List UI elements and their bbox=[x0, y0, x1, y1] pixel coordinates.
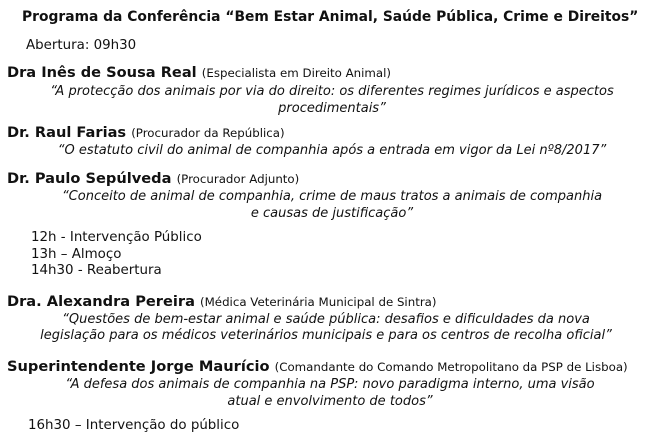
speaker-2-talk-line-1: “O estatuto civil do animal de companhia após a entrada em vigor da Lei nº8/2017” bbox=[57, 143, 607, 158]
speaker-1-talk-line-2: procedimentais” bbox=[278, 101, 386, 116]
speaker-3-talk-line-2: e causas de justificação” bbox=[250, 206, 414, 221]
speaker-4-talk-line-1: “Questões de bem-estar animal e saúde pública: desafios e dificuldades da nova bbox=[62, 312, 590, 327]
speaker-name bbox=[7, 64, 391, 81]
speaker-2-name: Dr. Raul Farias bbox=[7, 124, 127, 141]
speaker-name bbox=[7, 124, 285, 141]
closing-time: 16h30 – Intervenção do público bbox=[28, 418, 240, 433]
speaker-name bbox=[7, 170, 299, 187]
speaker-5-name: Superintendente Jorge Maurício bbox=[7, 358, 270, 375]
speaker-2-role: (Procurador da República) bbox=[131, 126, 285, 140]
speaker-4-role: (Médica Veterinária Municipal de Sintra) bbox=[200, 295, 437, 309]
speaker-5-role: (Comandante do Comando Metropolitano da PSP de Lisboa) bbox=[274, 360, 628, 374]
speaker-3-talk-line-1: “Conceito de animal de companhia, crime de maus tratos a animais de companhia bbox=[61, 189, 603, 204]
speaker-5-talk-line-2: atual e envolvimento de todos” bbox=[227, 394, 433, 409]
speaker-1-name: Dra Inês de Sousa Real bbox=[7, 64, 197, 81]
speaker-4-name: Dra. Alexandra Pereira bbox=[7, 293, 195, 310]
speaker-3-name: Dr. Paulo Sepúlveda bbox=[7, 170, 172, 187]
speaker-name bbox=[7, 293, 437, 310]
speaker-5-talk-line-1: “A defesa dos animais de companhia na PSP: novo paradigma interno, uma visão bbox=[65, 377, 595, 392]
speaker-1-talk-line-1: “A protecção dos animais por via do direito: os diferentes regimes jurídicos e aspectos bbox=[50, 84, 614, 99]
program-title: Programa da Conferência “Bem Estar Animal, Saúde Pública, Crime e Direitos” bbox=[22, 9, 639, 25]
schedule-item: 12h - Intervenção Público bbox=[31, 230, 202, 245]
speaker-1-role: (Especialista em Direito Animal) bbox=[201, 66, 392, 80]
schedule-item: 13h – Almoço bbox=[31, 247, 122, 262]
speaker-4-talk-line-2: legislação para os médicos veterinários municipais e para os centros de recolha oficial” bbox=[40, 328, 612, 343]
schedule-item: 14h30 - Reabertura bbox=[31, 263, 162, 278]
speaker-name bbox=[7, 358, 628, 375]
speaker-3-role: (Procurador Adjunto) bbox=[176, 172, 300, 186]
opening-time: Abertura: 09h30 bbox=[26, 38, 137, 53]
